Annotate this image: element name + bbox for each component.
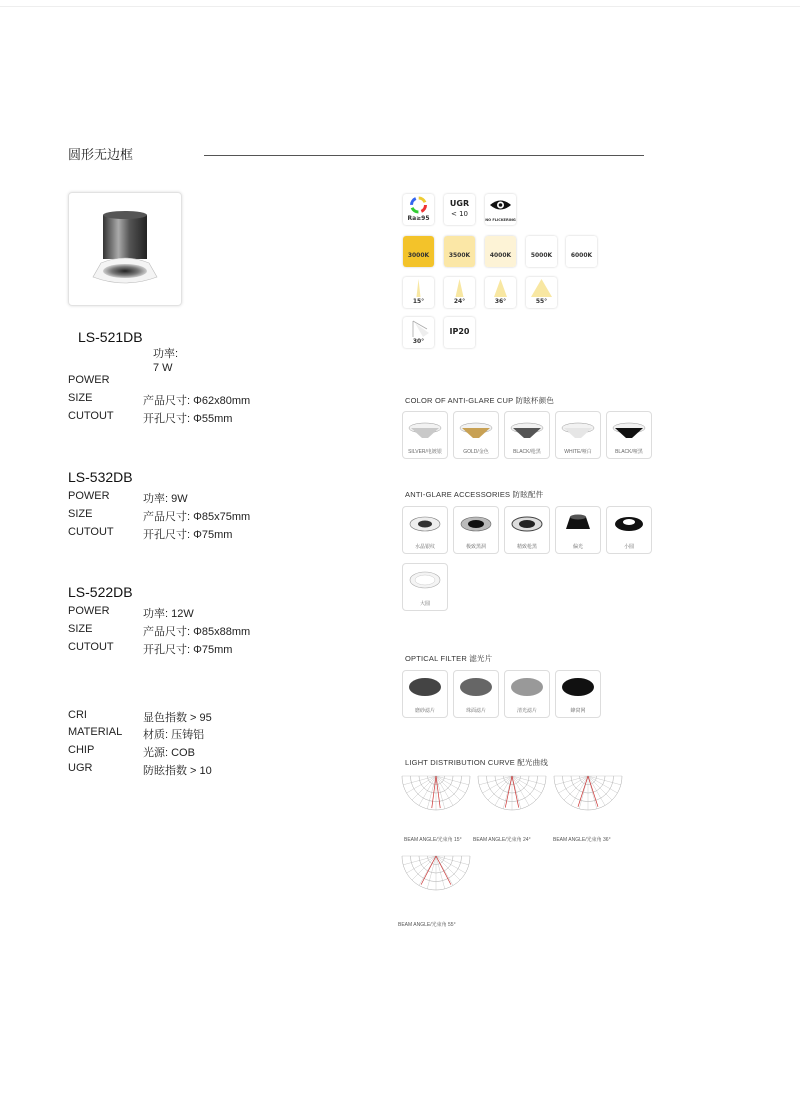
accessory-label: 大圆 — [419, 601, 430, 607]
top-divider — [0, 6, 800, 7]
filter-label: 清光滤片 — [516, 708, 537, 714]
size-value: 产品尺寸: Φ85x75mm — [143, 511, 251, 523]
ugr-badge — [444, 194, 475, 225]
beam-line — [432, 776, 436, 808]
spec-value: 材质: 压铸铝 — [143, 729, 205, 741]
power-value: 功率: 7 W — [153, 348, 179, 374]
cup-option — [402, 411, 448, 459]
accessory-option — [606, 506, 652, 554]
filter-option — [504, 670, 550, 718]
polarizer-icon — [556, 507, 600, 537]
cup-shape — [564, 428, 592, 438]
curve-caption: BEAM ANGLE/光束角 55° — [398, 922, 456, 928]
polar-spoke — [427, 856, 436, 889]
accessory-option — [453, 506, 499, 554]
cup-option — [606, 411, 652, 459]
accessory-label: 水晶银纹 — [414, 544, 435, 550]
accessory-option — [402, 506, 448, 554]
filter-label: 珠面滤片 — [465, 708, 486, 714]
beam-angle-label: 55° — [535, 298, 548, 305]
beam-angle-tile — [403, 317, 434, 348]
cutout-label: CUTOUT — [68, 641, 114, 653]
spec-value: 显色指数 > 95 — [143, 712, 212, 724]
power-label: POWER — [68, 490, 110, 502]
cup-icon — [454, 412, 498, 442]
anti-glare-cup-title: COLOR OF ANTI-GLARE CUP 防眩杯颜色 — [405, 396, 555, 405]
curve-caption: BEAM ANGLE/光束角 36° — [553, 837, 611, 843]
beam-angle-label: 15° — [412, 298, 425, 305]
cup-shape — [615, 428, 643, 438]
polar-spoke — [436, 856, 469, 865]
polar-chart-55 — [400, 852, 472, 916]
cct-label: 5000K — [530, 252, 553, 259]
filter-disc-icon — [403, 671, 447, 701]
beam-line — [505, 776, 512, 808]
cup-label: SILVER/电镀银 — [408, 449, 442, 455]
optical-filter-title: OPTICAL FILTER 滤光片 — [405, 654, 493, 663]
cup-option — [555, 411, 601, 459]
beam-line — [578, 776, 588, 807]
cup-option — [453, 411, 499, 459]
color-wheel-icon — [403, 194, 434, 216]
black-hole-icon — [454, 507, 498, 537]
cup-icon — [607, 412, 651, 442]
spec-value: 光源: COB — [143, 747, 195, 759]
size-value: 产品尺寸: Φ62x80mm — [143, 395, 251, 407]
beam-angle-tile — [485, 277, 516, 308]
downlight-icon — [69, 193, 181, 305]
cct-label: 4000K — [489, 252, 512, 259]
cct-swatch — [526, 236, 557, 267]
power-value: 功率: 9W — [143, 493, 188, 505]
cup-shape — [462, 428, 490, 438]
beam-angle-label: 36° — [494, 298, 507, 305]
filter-disc-icon — [556, 671, 600, 701]
polar-spoke — [512, 776, 545, 785]
polar-spoke — [588, 776, 621, 785]
beam-line — [436, 776, 440, 808]
cri-badge-text: Ra≥95 — [407, 215, 430, 222]
filter-option — [555, 670, 601, 718]
small-ring-icon — [607, 507, 651, 537]
cup-icon — [556, 412, 600, 442]
power-value: 功率: 12W — [143, 608, 194, 620]
accessory-option — [402, 563, 448, 611]
polar-chart-36 — [552, 772, 624, 832]
filter-disc-icon — [454, 671, 498, 701]
flicker-badge — [485, 194, 516, 225]
filter-option — [402, 670, 448, 718]
ip-badge-text: IP20 — [449, 327, 470, 336]
cct-swatch — [485, 236, 516, 267]
polar-spoke — [479, 776, 512, 785]
cct-swatch — [444, 236, 475, 267]
product-model: LS-521DB — [78, 329, 143, 345]
crystal-ring-icon — [403, 507, 447, 537]
product-model: LS-532DB — [68, 469, 133, 485]
polar-spoke — [403, 776, 436, 785]
polar-spoke — [403, 856, 436, 865]
size-label: SIZE — [68, 392, 93, 404]
cct-swatch — [403, 236, 434, 267]
polar-spoke — [555, 776, 588, 785]
filter-shape — [562, 678, 594, 696]
size-value: 产品尺寸: Φ85x88mm — [143, 626, 251, 638]
spec-label: CHIP — [68, 744, 95, 756]
beam-line — [512, 776, 519, 808]
cutout-value: 开孔尺寸: Φ55mm — [143, 413, 233, 425]
title-rule — [204, 155, 644, 156]
polar-spoke — [427, 776, 436, 809]
size-label: SIZE — [68, 623, 93, 635]
cutout-label: CUTOUT — [68, 410, 114, 422]
filter-shape — [460, 678, 492, 696]
eye-icon — [485, 194, 516, 216]
filter-label: 蜂窝网 — [570, 708, 586, 714]
cutout-value: 开孔尺寸: Φ75mm — [143, 529, 233, 541]
size-label: SIZE — [68, 508, 93, 520]
large-ring-icon — [403, 564, 447, 594]
cup-label: WHITE/哑白 — [564, 449, 592, 455]
cup-label: GOLD/金色 — [463, 449, 489, 455]
beam-line — [588, 776, 598, 807]
accessories-title: ANTI-GLARE ACCESSORIES 防眩配件 — [405, 490, 544, 499]
beam-angle-label: 24° — [453, 298, 466, 305]
accessory-label: 小圆 — [623, 544, 634, 550]
polar-spoke — [436, 856, 445, 889]
accessory-option — [555, 506, 601, 554]
filter-shape — [409, 678, 441, 696]
cutout-label: CUTOUT — [68, 526, 114, 538]
cup-icon — [505, 412, 549, 442]
polar-chart-24 — [476, 772, 548, 832]
polar-chart-15 — [400, 772, 472, 832]
distribution-curve-title: LIGHT DISTRIBUTION CURVE 配光曲线 — [405, 758, 549, 767]
beam-angle-tile — [526, 277, 557, 308]
gunmetal-ring-icon — [505, 507, 549, 537]
flicker-badge-text: NO FLICKERING — [485, 218, 516, 222]
filter-label: 磨砂滤片 — [414, 708, 435, 714]
ugr-badge-bottom: < 10 — [451, 210, 468, 218]
ugr-badge-top: UGR — [449, 199, 470, 208]
product-image — [68, 192, 182, 306]
filter-option — [453, 670, 499, 718]
accessory-label: 偏光 — [572, 544, 583, 550]
accessory-label: 精致枪黑 — [516, 544, 537, 550]
cup-label: BLACK/枪黑 — [513, 449, 541, 455]
beam-angle-tile — [403, 277, 434, 308]
cup-label: BLACK/哑黑 — [615, 449, 643, 455]
filter-disc-icon — [505, 671, 549, 701]
spec-label: CRI — [68, 709, 87, 721]
filter-shape — [511, 678, 543, 696]
beam-angle-tile — [444, 277, 475, 308]
power-label: POWER — [68, 374, 110, 386]
ip-badge — [444, 317, 475, 348]
product-model: LS-522DB — [68, 584, 133, 600]
curve-caption: BEAM ANGLE/光束角 15° — [404, 837, 462, 843]
beam-angle-label: 30° — [412, 338, 425, 345]
polar-spoke — [436, 776, 469, 785]
cct-label: 3000K — [407, 252, 430, 259]
spec-label: UGR — [68, 762, 93, 774]
polar-spoke — [436, 776, 445, 809]
spec-label: MATERIAL — [68, 726, 123, 738]
section-title: 圆形无边框 — [68, 147, 134, 162]
spec-value: 防眩指数 > 10 — [143, 765, 212, 777]
power-label: POWER — [68, 605, 110, 617]
accessory-option — [504, 506, 550, 554]
cup-option — [504, 411, 550, 459]
curve-caption: BEAM ANGLE/光束角 24° — [473, 837, 531, 843]
accessory-label: 极致黑洞 — [465, 544, 486, 550]
cutout-value: 开孔尺寸: Φ75mm — [143, 644, 233, 656]
cct-swatch — [566, 236, 597, 267]
cct-label: 6000K — [570, 252, 593, 259]
cct-label: 3500K — [448, 252, 471, 259]
cup-shape — [411, 428, 439, 438]
cup-icon — [403, 412, 447, 442]
cri-badge — [403, 194, 434, 225]
cup-shape — [513, 428, 541, 438]
